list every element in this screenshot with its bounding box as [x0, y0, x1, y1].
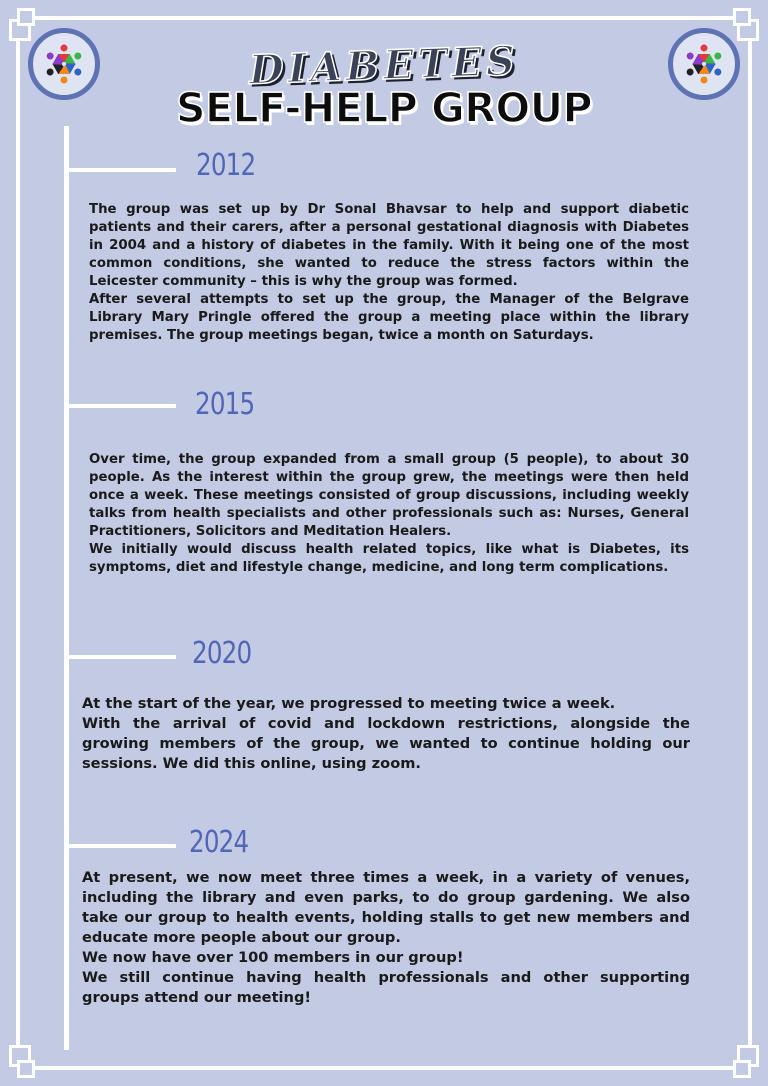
year-heading-2012: 2012: [196, 148, 256, 183]
paragraph: The group was set up by Dr Sonal Bhavsar to help and support diabetic patients and their carers, after a personal gestational diagnosis with Diabetes in 2004 and a history of diabetes in the family. With it being one of the most common conditions, she wanted to reduce the stress factors within the Leicester community – this is why the group was formed.: [89, 202, 689, 289]
timeline-line: [64, 126, 69, 1050]
section-2020-text: [82, 694, 690, 774]
paragraph: At the start of the year, we progressed to meeting twice a week.: [82, 695, 616, 712]
frame-corner-ornament: [737, 19, 759, 41]
frame-right-border: [748, 41, 752, 1045]
timeline-tick: [66, 404, 176, 408]
timeline-tick: [66, 168, 176, 172]
paragraph: With the arrival of covid and lockdown restrictions, alongside the growing members of the group, we wanted to continue holding our sessions. We did this online, using zoom.: [82, 715, 690, 772]
title-diabetes-text: DIABETES: [248, 37, 520, 94]
frame-corner-ornament: [9, 1045, 31, 1067]
frame-left-border: [16, 41, 20, 1045]
year-heading-2015: 2015: [195, 387, 255, 422]
frame-bottom-border: [31, 1066, 737, 1070]
page-title: SELF-HELP GROUP: [175, 84, 593, 132]
paragraph: We initially would discuss health related topics, like what is Diabetes, its symptoms, diet and lifestyle change, medicine, and long term complications.: [89, 542, 689, 575]
paragraph: We now have over 100 members in our group!: [82, 949, 464, 966]
title-diabetes: [0, 37, 768, 94]
paragraph: At present, we now meet three times a week, in a variety of venues, including the library and even parks, to do group gardening. We also take our group to health events, holding stalls to get new members and educate more people about our group.: [82, 869, 690, 946]
timeline-tick: [66, 655, 176, 659]
timeline-tick: [66, 844, 176, 848]
year-heading-2024: 2024: [189, 825, 249, 860]
paragraph: We still continue having health professionals and other supporting groups attend our meeting!: [82, 969, 690, 1006]
frame-corner-ornament: [9, 19, 31, 41]
year-heading-2020: 2020: [192, 636, 252, 671]
frame-top-border: [31, 16, 737, 20]
section-2015-text: [89, 451, 689, 577]
section-2024-text: [82, 868, 690, 1008]
section-2012-text: [89, 201, 689, 345]
paragraph: After several attempts to set up the group, the Manager of the Belgrave Library Mary Pringle offered the group a meeting place within the library premises. The group meetings began, twice a month on Saturdays.: [89, 292, 689, 343]
frame-corner-ornament: [737, 1045, 759, 1067]
paragraph: Over time, the group expanded from a small group (5 people), to about 30 people. As the interest within the group grew, the meetings were then held once a week. These meetings consisted of group discussions, including weekly talks from health specialists and other professionals such as: Nurses, General Practitioners, Solicitors and Meditation Healers.: [89, 452, 689, 539]
